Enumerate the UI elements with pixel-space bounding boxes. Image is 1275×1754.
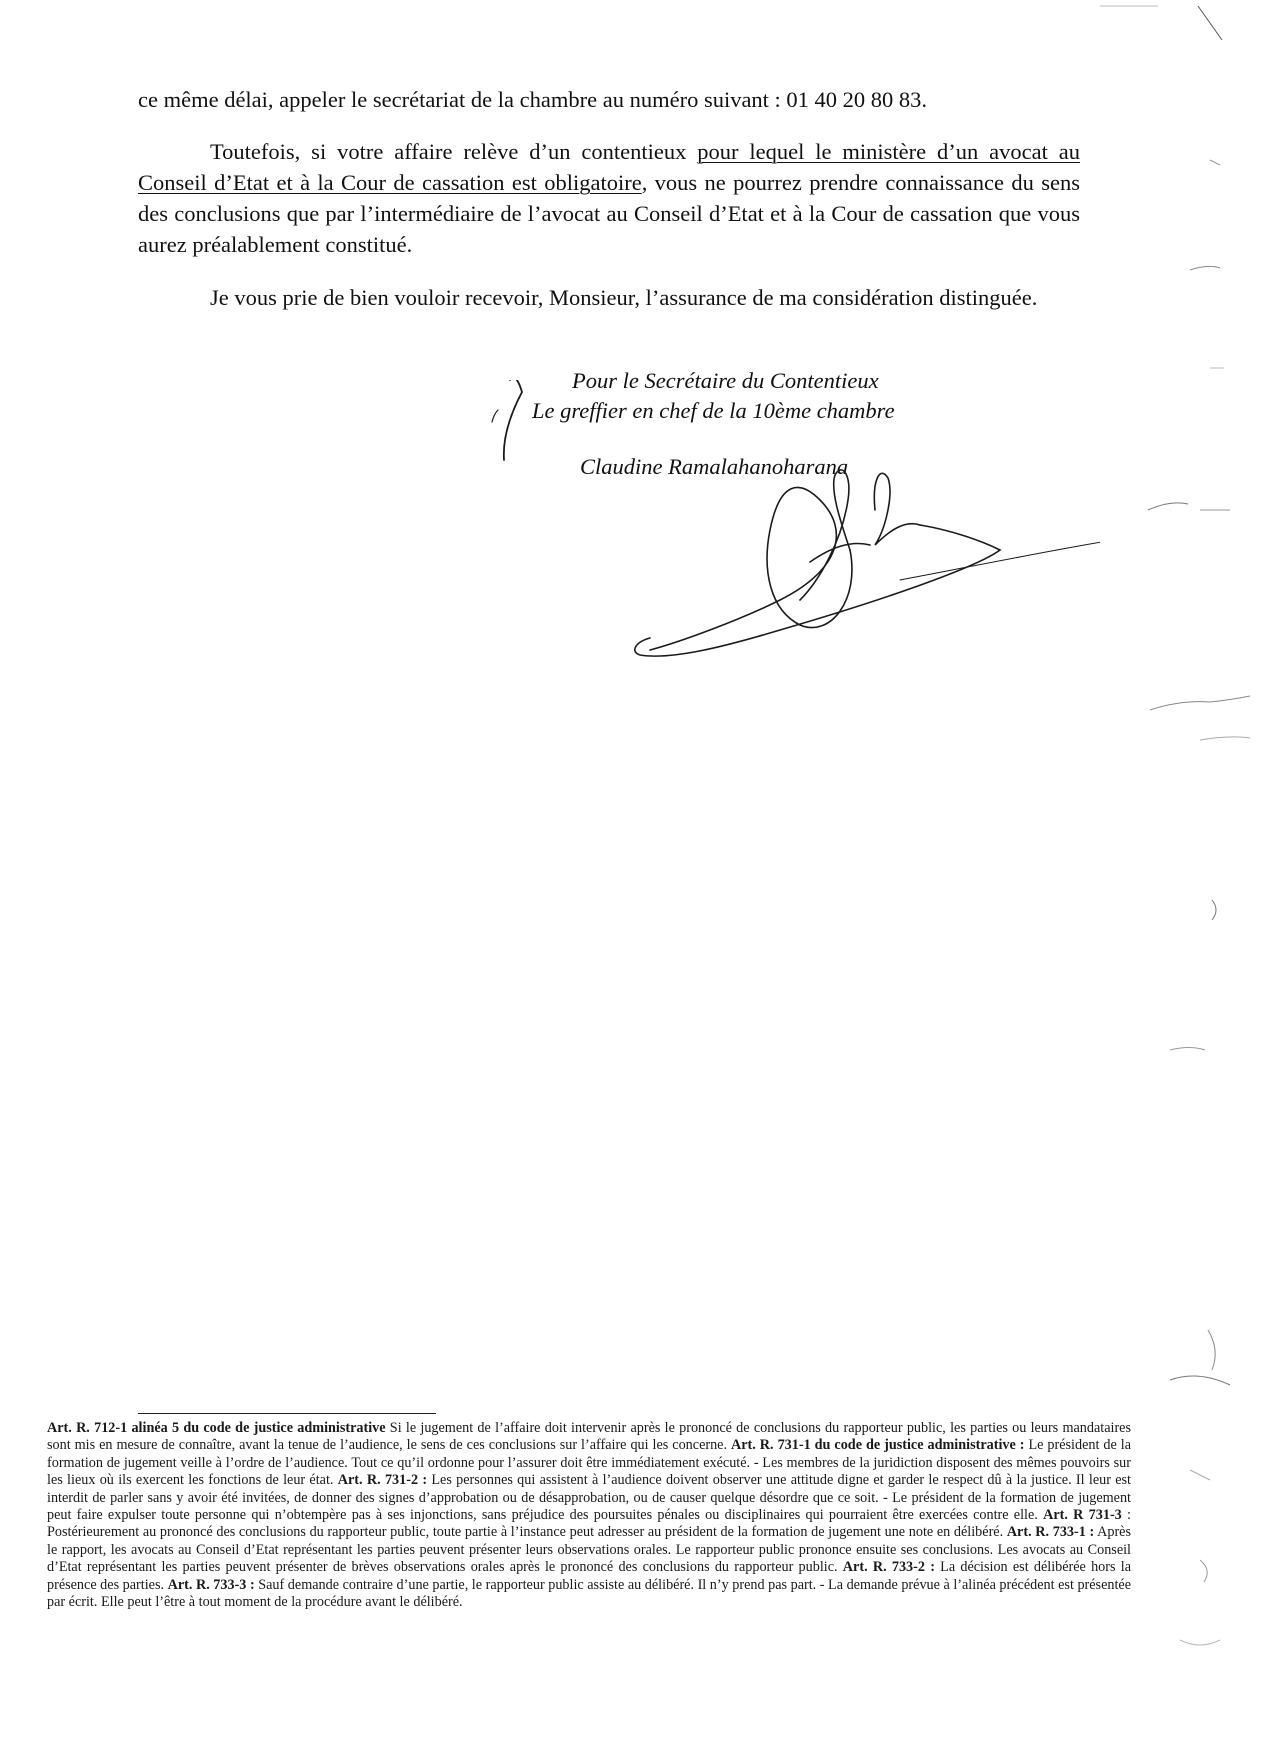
article-ref: Art. R. 731-1 du code de justice administrative : — [731, 1437, 1025, 1454]
underlined-clause: pour lequel le ministère d’un avocat au Conseil d’Etat et à la Cour de cassation est obligatoire — [138, 139, 1081, 195]
article-text: La décision est délibérée hors la présence des parties. — [47, 1559, 1131, 1593]
article-ref: Art. R 731-3 — [1043, 1507, 1122, 1524]
footnote-separator — [138, 1413, 436, 1414]
paragraph-phone: ce même délai, appeler le secrétariat de la chambre au numéro suivant : 01 40 20 80 83. — [138, 87, 928, 112]
article-text: Si le jugement de l’affaire doit intervenir après le prononcé de conclusions du rapporteur public, les parties ou leurs mandataires sont mis en mesure de connaître, avant la tenue de l’audience, le sens de ces conclusions sur l’affaire qui les concerne. — [47, 1420, 1131, 1454]
article-text: Les personnes qui assistent à l’audience doivent observer une attitude digne et garder le respect dû à la justice. Il leur est interdit de parler sans y avoir été invitées, de donner des signes d’approbation ou de désapprobation, ou de causer quelque désordre que ce soit. - Le président de la formation de jugement peut faire expulser toute personne qui n’obtempère pas à ses injonctions, sans préjudice des poursuites pénales ou disciplinaires qui pourraient être exercées contre elle. — [47, 1472, 1131, 1524]
article-ref: Art. R. 733-3 : — [167, 1576, 255, 1593]
signatory-name: Claudine Ramalahanoharana — [580, 454, 849, 479]
handwritten-signature — [480, 380, 1100, 680]
article-ref: Art. R. 712-1 alinéa 5 du code de justice administrative — [47, 1420, 386, 1436]
article-ref: Art. R. 731-2 : — [337, 1472, 428, 1489]
paragraph-avocat-start: Toutefois, si votre affaire relève d’un contentieux — [210, 139, 698, 164]
paragraph-avocat-end: , vous ne pourrez prendre connaissance du sens des conclusions que par l’intermédiaire de l’avocat au Conseil d’Etat et à la Cour de cassation que vous aurez préalablement constitué. — [138, 170, 1080, 257]
closing-text: Je vous prie de bien vouloir recevoir, Monsieur, l’assurance de ma considération distinguée. — [210, 285, 1038, 310]
footnote-legal-articles — [47, 1420, 1131, 1611]
article-text: Sauf demande contraire d’une partie, le rapporteur public assiste au délibéré. Il n’y prend pas part. - La demande prévue à l’alinéa précédent est présentée par écrit. Elle peut l’être à tout moment de la procédure avant le délibéré. — [47, 1576, 1132, 1611]
article-text: : Postérieurement au prononcé des conclusions du rapporteur public, toute partie à l’instance peut adresser au président de la formation de jugement une note en délibéré. — [47, 1507, 1131, 1541]
article-ref: Art. R. 733-1 : — [1006, 1524, 1095, 1541]
paragraph-avocat — [138, 136, 1080, 260]
paragraph-closing — [138, 282, 1080, 313]
article-ref: Art. R. 733-2 : — [842, 1559, 935, 1576]
signatory-role: Le greffier en chef de la 10ème chambre — [532, 398, 895, 423]
article-text: Après le rapport, les avocats au Conseil d’Etat représentant les parties peuvent présenter leurs observations orales. Le rapporteur public prononce ensuite ses conclusions. Les avocats au Conseil d’Etat représentant les parties peuvent présenter de brèves observations orales après le prononcé des conclusions du rapporteur public. — [47, 1524, 1131, 1576]
signatory-title: Pour le Secrétaire du Contentieux — [572, 368, 879, 393]
article-text: Le président de la formation de jugement veille à l’ordre de l’audience. Tout ce qu’il ordonne pour l’assurer doit être immédiatement exécuté. - Les membres de la juridiction disposent des mêmes pouvoirs sur les lieux où ils exercent les fonctions de leur état. — [47, 1437, 1131, 1489]
